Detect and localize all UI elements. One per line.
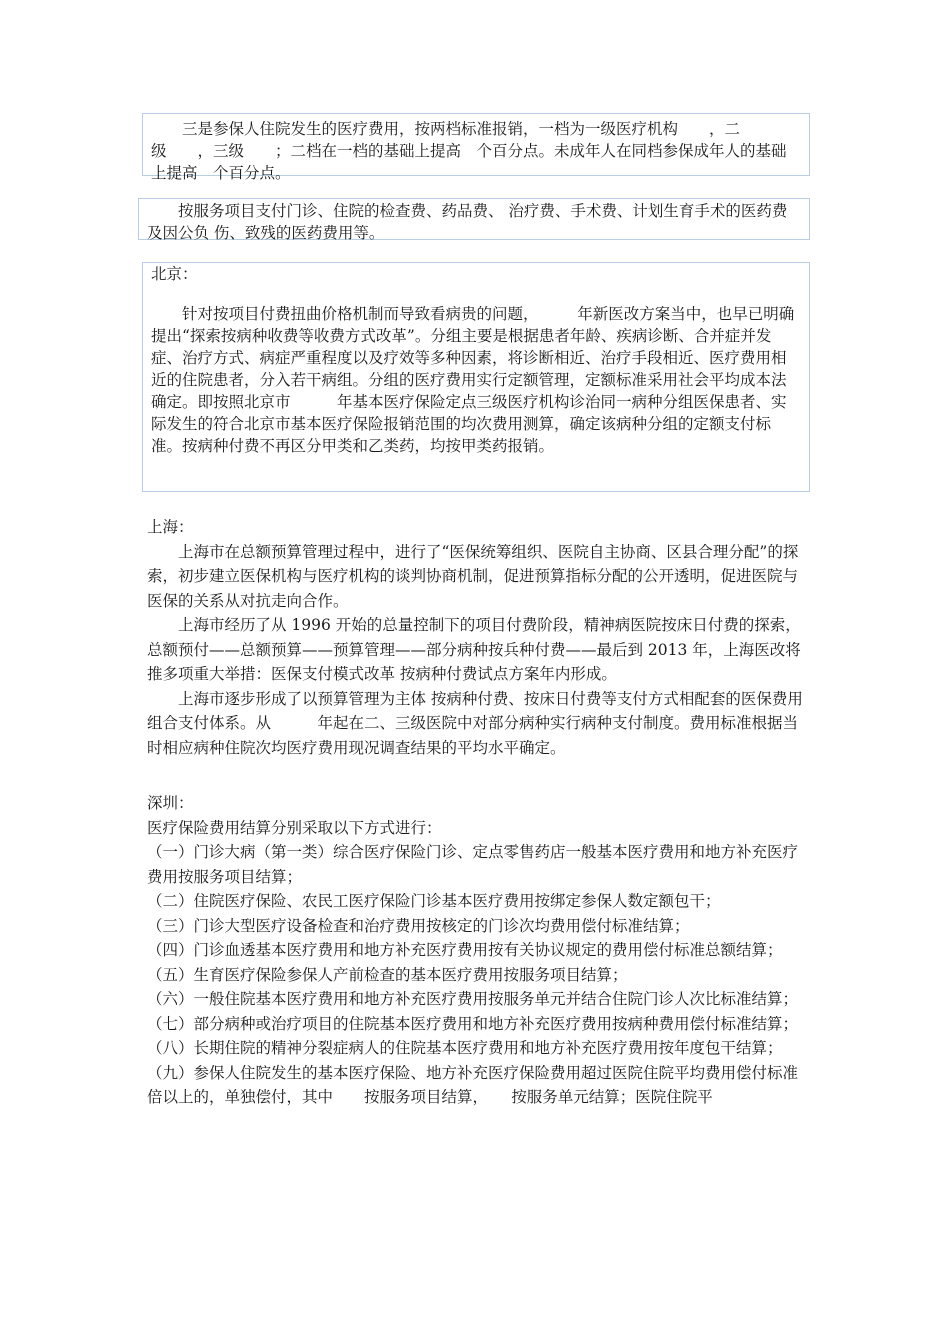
paragraph: 上海市经历了从 1996 开始的总量控制下的项目付费阶段，精神病医院按床日付费的探索，总额预付——总额预算——预算管理——部分病种按兵种付费——最后到 2013 年，上海医改将推多项重大举措：医保支付模式改革 按病种付费试点方案年内形成。 <box>147 616 801 683</box>
section-heading-shanghai: 上海： <box>147 518 194 536</box>
list-item: （二）住院医疗保险、农民工医疗保险门诊基本医疗费用按绑定参保人数定额包干； <box>147 892 721 910</box>
list-item: （六）一般住院基本医疗费用和地方补充医疗费用按服务单元并结合住院门诊人次比标准结算； <box>147 990 799 1008</box>
list-item: （四）门诊血透基本医疗费用和地方补充医疗费用按有关协议规定的费用偿付标准总额结算； <box>147 941 783 959</box>
section-heading-shenzhen: 深圳： <box>147 794 194 812</box>
list-item: （三）门诊大型医疗设备检查和治疗费用按核定的门诊次均费用偿付标准结算； <box>147 916 690 935</box>
text-box-inpatient-reimbursement <box>142 113 810 182</box>
section-heading-beijing: 北京： <box>151 265 198 283</box>
list-item: （一）门诊大病（第一类）综合医疗保险门诊、定点零售药店一般基本医疗费用和地方补充医疗费用按服务项目结算； <box>147 843 799 886</box>
list-item: （五）生育医疗保险参保人产前检查的基本医疗费用按服务项目结算； <box>147 965 628 984</box>
list-item: （八）长期住院的精神分裂症病人的住院基本医疗费用和地方补充医疗费用按年度包干结算； <box>147 1039 783 1057</box>
paragraph: 上海市在总额预算管理过程中，进行了“医保统筹组织、医院自主协商、区县合理分配”的探索，初步建立医保机构与医疗机构的谈判协商机制，促进预算指标分配的公开透明，促进医院与医保的关系从对抗走向合作。 <box>147 542 799 610</box>
text-box-service-items <box>138 198 810 240</box>
list-item: （七）部分病种或治疗项目的住院基本医疗费用和地方补充医疗费用按病种费用偿付标准结算； <box>147 1014 799 1033</box>
list-item: （九）参保人住院发生的基本医疗保险、地方补充医疗保险费用超过医院住院平均费用偿付标准 倍以上的，单独偿付，其中 按服务项目结算， 按服务单元结算；医院住院平 <box>147 1063 814 1106</box>
text-box-beijing <box>142 262 810 492</box>
paragraph: 上海市逐步形成了以预算管理为主体 按病种付费、按床日付费等支付方式相配套的医保费用组合支付体系。从 年起在二、三级医院中对部分病种实行病种支付制度。费用标准根据当时相应病种住院次均医疗费用现况调查结果的平均水平确定。 <box>147 689 803 757</box>
paragraph: 三是参保人住院发生的医疗费用，按两档标准报销，一档为一级医疗机构 ，二级 ，三级 ；二档在一档的基础上提高 个百分点。未成年人在同档参保成年人的基础上提高 个百分点。 <box>151 120 787 182</box>
paragraph: 按服务项目支付门诊、住院的检查费、药品费、 治疗费、手术费、计划生育手术的医药费及因公负 伤、致残的医药费用等。 <box>147 202 788 242</box>
paragraph: 医疗保险费用结算分别采取以下方式进行： <box>147 818 442 837</box>
section-shenzhen <box>147 791 814 1110</box>
paragraph: 针对按项目付费扭曲价格机制而导致看病贵的问题， 年新医改方案当中，也早已明确提出“探索按病种收费等收费方式改革”。分组主要是根据患者年龄、疾病诊断、合并症并发症、治疗方式、病症严重程度以及疗效等多种因素，将诊断相近、治疗手段相近、医疗费用相近的住院患者，分入若干病组。分组的医疗费用实行定额管理，定额标准采用社会平均成本法确定。即按照北京市 年基本医疗保险定点三级医疗机构诊治同一病种分组医保患者、实际发生的符合北京市基本医疗保险报销范围的均次费用测算，确定该病种分组的定额支付标准。按病种付费不再区分甲类和乙类药，均按甲类药报销。 <box>151 305 795 455</box>
section-shanghai <box>147 515 808 760</box>
